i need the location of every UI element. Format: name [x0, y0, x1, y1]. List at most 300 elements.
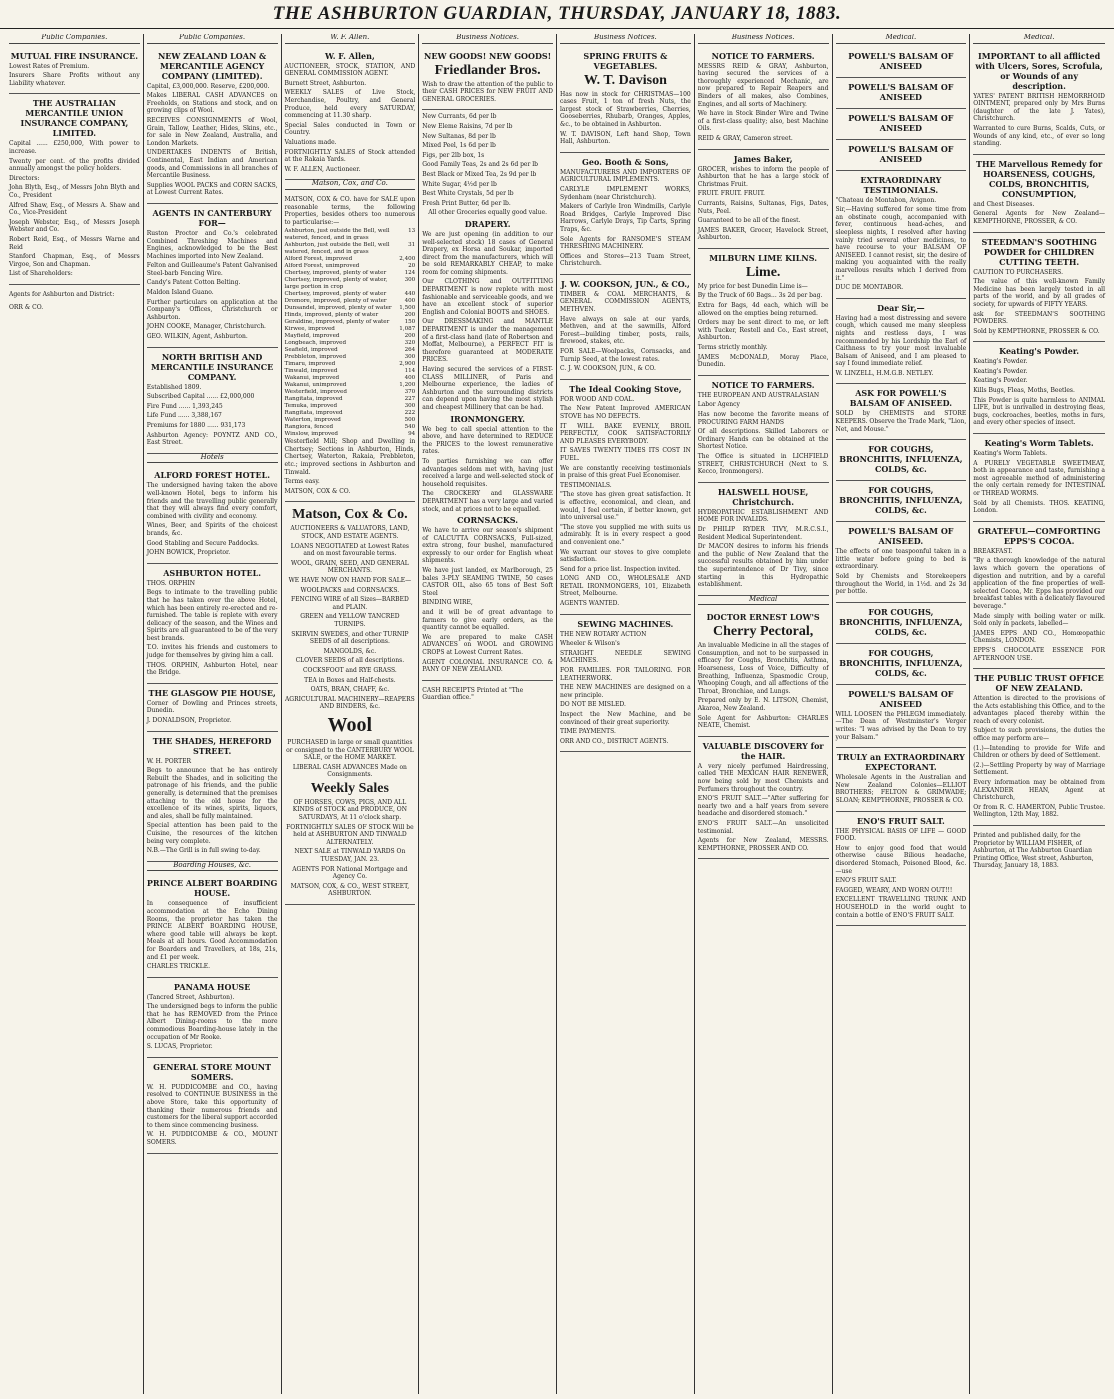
- land-place: Rangitata, improved: [284, 396, 343, 403]
- land-row: [285, 256, 416, 263]
- ad-text: The New Patent Improved AMERICAN STOVE has NO DEFECTS.: [560, 405, 691, 420]
- ad-text: TESTIMONIALS.: [560, 481, 612, 489]
- advertisement: [9, 47, 140, 95]
- ad-text: CARLYLE IMPLEMENT WORKS, Sydenham (near Christchurch).: [560, 185, 691, 201]
- price-item: Fresh Print Butter, 6d per lb.: [422, 199, 511, 207]
- advertisement: [836, 603, 967, 644]
- ad-display-title: Matson, Cox & Co.: [292, 507, 408, 523]
- land-row: [285, 312, 416, 319]
- land-place: Timaru, improved: [284, 361, 336, 368]
- ad-text: REID & GRAY, Cameron street.: [697, 134, 793, 142]
- ad-text: AGENT COLONIAL INSURANCE CO. & PANY OF NEW ZEALAND.: [422, 658, 553, 674]
- land-row: [285, 431, 416, 438]
- ad-text: Twenty per cent. of the profits divided annually amongst the policy holders.: [9, 157, 140, 173]
- ad-heading: STEEDMAN'S SOOTHING POWDER for CHILDREN CUTTING TEETH.: [981, 236, 1097, 267]
- ad-heading: ALFORD FOREST HOTEL.: [154, 470, 270, 481]
- land-row: [285, 270, 416, 277]
- column-heading: W. F. Allen.: [285, 34, 416, 44]
- ad-text: FRUIT. FRUIT. FRUIT.: [697, 190, 765, 198]
- ad-text: Inspect the New Machine, and be convinced of their great superiority.: [560, 711, 691, 726]
- ad-text: THE NEW MACHINES are designed on a new principle.: [560, 684, 691, 699]
- ad-text: We have in Stock Binder Wire and Twine of a first-class quality; also, best Machine Oils.: [697, 110, 829, 133]
- ad-heading: POWELL'S BALSAM OF ANISEED: [848, 50, 954, 71]
- ad-text: TIMBER & COAL MERCHANTS, & GENERAL COMMISSION AGENTS, METHVEN.: [560, 290, 691, 314]
- ad-text: MANGOLDS, &c.: [323, 647, 377, 655]
- ad-text: OF HORSES, COWS, PIGS, AND ALL KINDS of STOCK and PRODUCE, ON SATURDAYS, At 11 o'clock sharp.: [292, 798, 407, 822]
- ad-heading: ENO'S FRUIT SALT.: [856, 815, 945, 826]
- price-item: Best Black or Mixed Tea, 2s 9d per lb: [422, 170, 537, 178]
- land-place: Dromore, improved, plenty of water: [284, 298, 387, 305]
- ad-heading: Keating's Worm Tablets.: [984, 438, 1094, 449]
- advertisement: [836, 140, 967, 171]
- ad-text: LONG AND CO., WHOLESALE AND RETAIL IRONMONGERS, 101, Elizabeth Street, Melbourne.: [560, 575, 691, 598]
- ad-text: The CROCKERY and GLASSWARE DEPARTMENT has a very large and varied stock, and at prices not to be equalled.: [422, 490, 553, 513]
- ad-text: THOS. ORPHIN, Ashburton Hotel, near the Bridge.: [146, 661, 278, 677]
- land-place: Hinds, improved, plenty of water: [284, 312, 379, 319]
- ad-text: Fire Fund ...... 1,393,245: [146, 402, 223, 410]
- land-acres: 94: [408, 431, 416, 438]
- advertisement: [836, 481, 967, 522]
- ad-text: Terms strictly monthly.: [697, 344, 768, 352]
- column-5: [557, 34, 695, 1394]
- land-place: Wakanui, unimproved: [284, 382, 347, 389]
- ad-heading: Keating's Powder.: [999, 346, 1080, 357]
- advertisement: [560, 380, 691, 615]
- advertisement: [147, 1058, 278, 1154]
- advertisement: [973, 342, 1105, 434]
- ad-text: JOHN COOKE, Manager, Christchurch.: [146, 323, 266, 331]
- ad-text: SOLD by CHEMISTS and STORE KEEPERS. Observe the Trade Mark, "Lion, Net, and Mouse.": [835, 410, 967, 433]
- ad-text: Orders may be sent direct to me, or left with Tucker, Restell and Co., East street, Ashburton.: [697, 319, 829, 342]
- column-2: [144, 34, 282, 1394]
- land-place: Westerfield, improved: [284, 389, 347, 396]
- ad-heading: IMPORTANT to all afflicted with Ulcers, Sores, Scrofula, or Wounds of any description.: [975, 50, 1103, 91]
- ad-heading: THE SHADES, HEREFORD STREET.: [152, 735, 272, 756]
- advertisement: [973, 155, 1105, 233]
- land-acres: 20: [408, 263, 416, 270]
- ad-text: DUC DE MONTABOR.: [835, 284, 904, 292]
- ad-text: RECEIVES CONSIGNMENTS of Wool, Grain, Tallow, Leather, Hides, Skins, etc., for sale in New Zealand, Australia, and London Markets.: [146, 116, 278, 147]
- ad-text: BINDING WIRE,: [422, 599, 473, 607]
- ad-text: and Chest Diseases.: [973, 200, 1035, 208]
- land-place: Temuka, improved: [284, 403, 338, 410]
- section-heading: Hotels: [147, 454, 278, 464]
- land-row: [285, 368, 416, 375]
- ad-text: An invaluable Medicine in all the stages of Consumption, and not to be surpassed in efficacy for Coughs, Bronchitis, Asthma, Hoarseness, Loss of Voice, Difficulty of Breathing, Influenza, Spasmodic Croup, Whooping Cough, and all affections of the Throat, Bronchiae, and Lungs.: [697, 642, 829, 695]
- ad-heading: TRULY an EXTRAORDINARY EXPECTORANT.: [836, 752, 965, 773]
- column-3: [282, 34, 420, 1394]
- ad-text: Sir,—Having suffered for some time from an obstinate cough, accompanied with fever, continuous head-aches, and sleepless nights, I resolved after having vainly tried several other medicines, to have recourse to your BALSAM OF ANISEED. I cannot resist, sir, the desire of making you acquainted with the really marvellous results which I derived from it.": [835, 206, 967, 282]
- ad-heading: The Ideal Cooking Stove,: [569, 383, 682, 394]
- ad-text: Our DRESSMAKING and MANTLE DEPARTMENT is under the management of a first-class hand (late of Robertson and Moffat, Melbourne), a PERFECT FIT is therefore guaranteed at MODERATE PRICES.: [422, 318, 553, 364]
- land-acres: 200: [404, 312, 416, 319]
- land-row: [285, 319, 416, 326]
- ad-text: "By a thorough knowledge of the natural laws which govern the operations of digestion and nutrition, and by a careful application of the fine properties of well-selected Cocoa, Mr. Epps has provided our breakfast tables with a delicately flavoured beverage.": [973, 557, 1105, 610]
- ad-text: PURCHASED in large or small quantities or consigned to the CANTERBURY WOOL SALE, or the HOME MARKET.: [286, 738, 414, 762]
- ad-text: Lowest Rates of Premium.: [9, 62, 90, 70]
- column-heading: Medical.: [973, 34, 1105, 44]
- ad-text: YATES' PATENT BRITISH HEMORRHOID OINTMENT, prepared only by Mrs Burns (daughter of the late J. Yates), Christchurch.: [973, 92, 1105, 123]
- ad-text: (Tancred Street, Ashburton).: [146, 993, 235, 1001]
- ad-text: To parties furnishing we can offer advantages seldom met with, having just received a large and well-selected stock of household requisites.: [422, 457, 553, 488]
- column-footer: ORR & CO.: [9, 304, 44, 312]
- ad-text: WOOLPACKS and CORNSACKS.: [300, 586, 400, 594]
- land-acres: 1,087: [399, 326, 416, 333]
- ad-heading: Geo. Booth & Sons,: [582, 156, 669, 167]
- advertisement: [973, 669, 1105, 826]
- ad-text: By the Truck of 60 Bags... 3s 2d per bag.: [697, 292, 823, 300]
- ad-text: Corner of Dowling and Princes streets, Dunedin.: [146, 699, 278, 715]
- land-place: Dunsandel, improved, plenty of water: [284, 305, 392, 312]
- ad-text: We warrant our stoves to give complete satisfaction.: [560, 548, 691, 564]
- ad-heading: SEWING MACHINES.: [577, 618, 674, 629]
- ad-text: Warranted to cure Burns, Scalds, Cuts, or Wounds of any kind, etc., of ever so long standing.: [973, 124, 1105, 148]
- ad-text: STRAIGHT NEEDLE SEWING MACHINES.: [560, 649, 691, 665]
- ad-heading: GRATEFUL—COMFORTING EPPS'S COCOA.: [977, 525, 1101, 546]
- ad-text: Begs to intimate to the travelling public that he has taken over the above Hotel, which has been entirely re-erected and re-furnished. The table is replete with every delicacy of the season, and the Wines and Spirits are all guaranteed to be of the very best brands.: [146, 589, 278, 642]
- advertisement: [698, 376, 829, 483]
- land-place: Longbeach, improved: [284, 340, 347, 347]
- land-row: [285, 389, 416, 396]
- column-heading: Business Notices.: [698, 34, 829, 44]
- ad-text: JOHN BOWICK, Proprietor.: [146, 549, 231, 557]
- land-acres: 222: [404, 410, 416, 417]
- ad-heading: NEW GOODS! NEW GOODS!: [424, 50, 552, 61]
- column-heading: Public Companies.: [9, 34, 140, 44]
- price-item: New Eleme Raisins, 7d per lb: [422, 122, 513, 130]
- ad-text: BREAKFAST.: [973, 547, 1013, 555]
- ad-text: FOR WOOD AND COAL.: [560, 395, 635, 403]
- column-heading: Business Notices.: [560, 34, 691, 44]
- land-row: [285, 375, 416, 382]
- ad-text: JAMES McDONALD, Moray Place, Dunedin.: [697, 353, 829, 369]
- ad-display-title: Weekly Sales: [310, 780, 389, 796]
- land-note: MATSON, COX & CO.: [284, 487, 351, 495]
- ad-text: THOS. ORPHIN: [146, 579, 195, 587]
- land-acres: 31: [408, 242, 416, 249]
- land-row: [285, 326, 416, 333]
- ad-text: Robert Reid, Esq., of Messrs Warne and Reid: [9, 235, 140, 251]
- ad-text: Joseph Webster, Esq., of Messrs Joseph Webster and Co.: [9, 218, 140, 234]
- ad-text: Felton and Guilleaume's Patent Galvanised Steel-barb Fencing Wire.: [146, 262, 278, 277]
- ad-text: AUCTIONEER, STOCK, STATION, AND GENERAL COMMISSION AGENT.: [284, 62, 416, 78]
- ad-text: We have to arrive our season's shipment of CALCUTTA CORNSACKS, Full-sized, extra strong, four bushel, manufactured expressly to our order for English wheat shipments.: [422, 527, 553, 565]
- column-6: [695, 34, 833, 1394]
- ad-heading: POWELL'S BALSAM OF ANISEED: [848, 81, 954, 102]
- ad-text: LIBERAL CASH ADVANCES Made on Consignments.: [292, 763, 407, 779]
- ad-text: Valuations made.: [284, 138, 337, 146]
- advertisement: [285, 47, 416, 181]
- ad-heading: James Baker,: [733, 153, 793, 164]
- ad-heading: NOTICE TO FARMERS.: [711, 50, 815, 61]
- ad-heading: FOR COUGHS, BRONCHITIS, INFLUENZA, COLDS, &c.: [839, 647, 963, 678]
- ad-heading: DOCTOR ERNEST LOW'S: [706, 612, 820, 623]
- price-item: White Sugar, 4½d per lb: [422, 180, 497, 188]
- ad-text: W. F. ALLEN, Auctioneer.: [284, 165, 361, 173]
- ad-text: Made simply with boiling water or milk. Sold only in packets, labelled—: [973, 612, 1105, 628]
- price-item: New Currants, 6d per lb: [422, 113, 497, 121]
- ad-text: Subject to such provisions, the duties the office may perform are—: [973, 727, 1105, 743]
- ad-text: WEEKLY SALES of Live Stock, Merchandise, Poultry, and General Produce, held every SATURDAY, commencing at 11.30 sharp.: [284, 89, 416, 120]
- ad-heading: MILBURN LIME KILNS.: [709, 252, 817, 263]
- land-row: [285, 396, 416, 403]
- land-row: [285, 417, 416, 424]
- advertisement: [560, 47, 691, 153]
- land-acres: 400: [404, 298, 416, 305]
- ad-text: Insurers Share Profits without any Liability whatever.: [9, 72, 140, 87]
- ad-text: Send for a price list. Inspection invited.: [560, 565, 681, 573]
- ad-display-title: Friedlander Bros.: [434, 62, 541, 78]
- land-acres: 300: [404, 403, 416, 410]
- land-acres: 1,500: [399, 305, 416, 312]
- land-row: [285, 263, 416, 270]
- price-list: [422, 110, 553, 680]
- ad-text: The undersigned begs to inform the public that he has REMOVED from the Prince Albert Dining-rooms to the more commodious Boarding-house lately in the occupation of Mr Rooke.: [146, 1003, 278, 1041]
- land-row: [285, 410, 416, 417]
- ad-heading: POWELL'S BALSAM OF ANISEED: [848, 112, 954, 133]
- ad-text: Keating's Powder.: [973, 367, 1028, 375]
- ad-text: TEA in Boxes and Half-chests.: [304, 676, 396, 684]
- ad-text: DO NOT BE MISLED.: [560, 701, 626, 709]
- ad-text: EXCELLENT TRAVELLING TRUNK AND HOUSEHOLD in the world ought to contain a bottle of ENO'S FRUIT SALT.: [835, 896, 967, 919]
- advertisement: [147, 732, 278, 862]
- ad-text: Subscribed Capital ...... £2,000,000: [146, 393, 255, 401]
- ad-heading: SPRING FRUITS & VEGETABLES.: [583, 50, 668, 71]
- ad-text: Sole Agents for RANSOME'S STEAM THRESHING MACHINERY.: [560, 235, 691, 251]
- land-row: [285, 242, 416, 256]
- ad-heading: THE PUBLIC TRUST OFFICE OF NEW ZEALAND.: [974, 673, 1104, 694]
- masthead: [0, 0, 1114, 29]
- ad-text: Sold by KEMPTHORNE, PROSSER & CO.: [973, 327, 1100, 335]
- ad-text: Capital, £3,000,000. Reserve, £200,000.: [146, 82, 270, 90]
- advertisement: [147, 204, 278, 348]
- ad-text: We are prepared to make CASH ADVANCES on WOOL and GROWING CROPS at Lowest Current Rates.: [422, 633, 553, 656]
- ad-text: CLOVER SEEDS of all descriptions.: [295, 657, 405, 665]
- land-acres: 150: [404, 319, 416, 326]
- ad-display-title: Lime.: [745, 264, 781, 280]
- ad-text: AGENTS FOR National Mortgage and Agency Co.: [292, 865, 408, 881]
- advertisement: [698, 483, 829, 596]
- ad-text: Keating's Powder.: [973, 377, 1028, 385]
- land-place: Prebbleton, improved: [284, 354, 347, 361]
- land-row: [285, 347, 416, 354]
- advertisement: [973, 47, 1105, 155]
- advertisement: [147, 348, 278, 454]
- ad-text: Guaranteed to be all of the finest.: [697, 217, 801, 225]
- ad-text: MESSRS REID & GRAY, Ashburton, having secured the services of a thoroughly experienced Mechanic, are now prepared to Repair Reapers and Binders of all makes, also Combines, Engines, and all sorts of Machinery.: [697, 62, 829, 108]
- ad-heading: POWELL'S BALSAM OF ANISEED.: [848, 526, 954, 547]
- ad-text: WILL LOOSEN the PHLEGM immediately.—The Dean of Westminster's Verger writes: "I was advised by the Dean to try your Balsam.": [835, 710, 967, 741]
- ad-text: C. J. W. COOKSON, JUN., & CO.: [560, 365, 656, 373]
- column-4: [419, 34, 557, 1394]
- ad-text: Wholesale Agents in the Australian and New Zealand Colonies—ELLIOT BROTHERS; FELTON & GRIMWADE; SLOAN; KEMPTHORNE, PROSSER & CO.: [835, 774, 967, 804]
- ad-text: Attention is directed to the provisions of the Acts establishing this Office, and to the advantages placed thereby within the reach of every colonist.: [973, 695, 1105, 725]
- section-subheading: IRONMONGERY.: [450, 413, 525, 424]
- ad-text: FORTNIGHTLY SALES of Stock attended at the Rakaia Yards.: [284, 148, 416, 164]
- ad-heading: ASK FOR POWELL'S BALSAM OF ANISEED.: [849, 388, 953, 409]
- ad-text: Currants, Raisins, Sultanas, Figs, Dates, Nuts, Peel.: [697, 199, 829, 215]
- land-place: Winslow, improved: [284, 431, 339, 438]
- ad-text: Good Stabling and Secure Paddocks.: [146, 539, 259, 547]
- advertisement: [836, 748, 967, 811]
- ad-text: (2.)—Settling Property by way of Marriage Settlement.: [973, 761, 1105, 777]
- ad-text: General Agents for New Zealand—KEMPTHORNE, PROSSER, & CO.: [973, 210, 1105, 225]
- ad-text: FOR SALE—Woolpacks, Cornsacks, and Turnip Seed, at the lowest rates.: [560, 348, 691, 363]
- ad-text: A PURELY VEGETABLE SWEETMEAT, both in appearance and taste, furnishing a most agreeable method of administering the only certain remedy for INTESTINAL or THREAD WORMS.: [973, 459, 1105, 497]
- ad-text: AGRICULTURAL MACHINERY—REAPERS AND BINDERS, &c.: [284, 695, 415, 711]
- ad-display-title: Cherry Pectoral,: [712, 624, 814, 640]
- ad-text: IT WILL BAKE EVENLY, BROIL PERFECTLY, COOK SATISFACTORILY AND PLEASES EVERYBODY.: [560, 422, 691, 445]
- ad-text: Extra for Bags, 4d each, which will be allowed on the empties being returned.: [697, 302, 829, 317]
- advertisement: [698, 249, 829, 376]
- advertisement: [698, 608, 829, 737]
- ad-text: Begs to announce that he has entirely Rebuilt the Shades, and in soliciting the patronage of his friends, and the public generally, is determined that the premises attaching to the old house for the excellence of its wines, spirits, liquors, and ales, shall be fully maintained.: [146, 767, 278, 820]
- ad-text: ENO'S FRUIT SALT.—"After suffering for nearly two and a half years from severe headache and disordered stomach.": [697, 795, 829, 818]
- ad-text: JAMES BAKER, Grocer, Havelock Street, Ashburton.: [697, 226, 829, 242]
- price-item: Good Family Teas, 2s and 2s 6d per lb: [422, 161, 539, 169]
- ad-heading: EXTRAORDINARY TESTIMONIALS.: [860, 174, 942, 195]
- ad-text: Wish to draw the attention of the public to their CASH PRICES for NEW FRUIT AND GENERAL GROCERIES.: [422, 80, 553, 103]
- ad-text: EPPS'S CHOCOLATE ESSENCE FOR AFTERNOON USE.: [973, 646, 1105, 662]
- ad-text: In consequence of insufficient accommodation at the Echo Dining Rooms, the proprietor has taken the PRINCE ALBERT BOARDING HOUSE, where good table will always be kept. Meals at all hours. Good Accommodation for Boarders and Travellers, at 18s, 21s, and £1 per week.: [146, 900, 278, 961]
- advertisement: [973, 233, 1105, 343]
- advertisement: [836, 299, 967, 385]
- printer-imprint: Printed and published daily, for the Proprietor by WILLIAM FISHER, of Ashburton, at The Ashburton Guardian Printing Office, West street, Ashburton, Thursday, January 18, 1883.: [973, 832, 1094, 870]
- ad-text: The value of this well-known Family Medicine has been largely tested in all parts of the world, and by all grades of society, for upwards of FIFTY YEARS.: [973, 278, 1105, 308]
- land-acres: 2,900: [399, 361, 416, 368]
- section-subheading: DRAPERY.: [464, 218, 511, 229]
- ad-text: W. H. PUDDICOMBE & CO., MOUNT SOMERS.: [146, 1131, 278, 1146]
- land-acres: 320: [404, 340, 416, 347]
- advertisement: [836, 812, 967, 927]
- column-footer: Agents for Ashburton and District:: [9, 290, 115, 298]
- ad-heading: THE GLASGOW PIE HOUSE,: [148, 687, 276, 698]
- land-acres: 124: [404, 270, 416, 277]
- ad-text: Wines, Beer, and Spirits of the choicest brands, &c.: [146, 522, 278, 537]
- land-place: Geraldine, improved, plenty of water: [284, 319, 390, 326]
- ad-text: W. H. PORTER: [146, 757, 191, 765]
- ad-heading: PRINCE ALBERT BOARDING HOUSE.: [146, 878, 278, 899]
- ad-text: Has now become the favorite means of PROCURING FARM HANDS: [697, 411, 829, 426]
- land-acres: 400: [404, 375, 416, 382]
- column-1: [6, 34, 144, 1394]
- ad-text: We beg to call special attention to the above, and have determined to REDUCE the PRICES to the lowest remunerative rates.: [422, 425, 553, 456]
- ad-text: Candy's Patent Cotton Belting.: [146, 279, 241, 287]
- ad-text: S. LUCAS, Proprietor.: [146, 1043, 213, 1051]
- land-acres: 2,400: [399, 256, 416, 263]
- ad-text: LOANS NEGOTIATED at Lowest Rates and on most favourable terms.: [290, 542, 409, 558]
- ad-text: THE PHYSICAL BASIS OF LIFE — GOOD FOOD.: [835, 827, 967, 843]
- advertisement: [836, 522, 967, 603]
- land-place: Seafield, improved: [284, 347, 338, 354]
- ad-text: UNDERTAKES INDENTS of British, Continental, East Indian and American goods, and Commissions in all branches of Mercantile Business.: [146, 149, 278, 180]
- land-acres: 370: [404, 389, 416, 396]
- ad-heading: FOR COUGHS, BRONCHITIS, INFLUENZA, COLDS, &c.: [839, 444, 963, 475]
- ad-text: We are just opening (in addition to our well-selected stock) 18 cases of General Drapery, ex Horsa and Soukar, imported direct from the manufacturers, which will be sold REMARKABLY CHEAP, to make room for coming shipments.: [422, 230, 553, 276]
- ad-text: We are constantly receiving testimonials in praise of this great Fuel Economiser.: [560, 464, 691, 480]
- ad-heading: AGENTS IN CANTERBURY FOR—: [152, 207, 272, 228]
- ad-text: HYDROPATHIC ESTABLISHMENT AND HOME FOR INVALIDS.: [697, 508, 829, 524]
- land-row: [285, 298, 416, 305]
- matson-cox-ad: [285, 502, 416, 905]
- ad-text: Alfred Shaw, Esq., of Messrs A. Shaw and Co., Vice-President: [9, 201, 140, 217]
- ad-text: Sold by all Chemists. THOS. KEATING, London.: [973, 499, 1105, 515]
- ad-text: Dr PHILIP RYDER TIVY, M.R.C.S.I., Resident Medical Superintendent.: [697, 525, 829, 541]
- advertisement: [836, 109, 967, 140]
- land-place: Chertsey, improved, plenty of water: [284, 270, 387, 277]
- ad-text: FAGGED, WEARY, AND WORN OUT!!!: [835, 886, 953, 894]
- ad-text: John Blyth, Esq., of Messrs John Blyth and Co., President: [9, 184, 140, 199]
- land-acres: 264: [404, 347, 416, 354]
- ad-text: GEO. WILKIN, Agent, Ashburton.: [146, 333, 248, 341]
- ad-heading: NORTH BRITISH AND MERCANTILE INSURANCE COMPANY.: [151, 351, 274, 382]
- column-heading: Business Notices.: [422, 34, 553, 44]
- ad-text: A very nicely perfumed Hairdressing, called THE MEXICAN HAIR RENEWER, now being sold by most Chemists and Perfumers throughout the country.: [697, 762, 829, 793]
- land-row: [285, 340, 416, 347]
- ad-heading: PANAMA HOUSE: [173, 981, 251, 992]
- ad-text: W. H. PUDDICOMBE and CO., having resolved to CONTINUE BUSINESS in the above Store, take this opportunity of thanking their numerous friends and customers for the liberal support accorded to them since commencing business.: [146, 1083, 278, 1129]
- advertisement: [698, 150, 829, 249]
- ad-text: Kills Bugs, Fleas, Moths, Beetles.: [973, 387, 1075, 395]
- advertisement: [836, 171, 967, 299]
- land-place: Chertsey, improved, plenty of water: [284, 291, 387, 298]
- land-row: [285, 228, 416, 242]
- ad-text: TIME PAYMENTS.: [560, 728, 616, 736]
- land-row: [285, 361, 416, 368]
- ad-text: WOOL, GRAIN, SEED, AND GENERAL MERCHANTS.: [291, 559, 409, 575]
- ad-text: WE HAVE NOW ON HAND FOR SALE—: [288, 577, 412, 584]
- advertisement: [836, 47, 967, 78]
- ad-text: FORTNIGHTLY SALES OF STOCK Will be held at ASHBURTON AND TINWALD ALTERNATELY.: [286, 823, 414, 846]
- ad-text: Labor Agency: [697, 401, 740, 409]
- ad-heading: VALUABLE DISCOVERY for the HAIR.: [702, 740, 824, 761]
- land-place: Ashburton, just outside the Bell, well watered, fenced, and in grass: [284, 228, 390, 242]
- land-place: Chertsey, improved, plenty of water, large portion in crop: [284, 277, 388, 291]
- land-place: Mayfield, improved: [284, 333, 340, 340]
- land-intro: MATSON, COX & CO. have for SALE upon reasonable terms, the following Properties, besides others too numerous to particularise:—: [284, 195, 416, 226]
- ad-text: Burnett Street, Ashburton.: [284, 79, 367, 87]
- ad-text: My price for best Dunedin Lime is—: [697, 282, 808, 290]
- ad-heading: FOR COUGHS, BRONCHITIS, INFLUENZA, COLDS, &c.: [839, 606, 963, 637]
- ad-text: Supplies WOOL PACKS and CORN SACKS, at Lowest Current Rates.: [146, 181, 278, 197]
- ad-heading: NOTICE TO FARMERS.: [711, 379, 815, 390]
- advertisement: [147, 564, 278, 684]
- advertisement: [836, 644, 967, 685]
- ad-text: Have always on sale at our yards, Methven, and at the sawmills, Alford Forest—building timber, posts, rails, firewood, stakes, etc.: [560, 315, 691, 346]
- section-heading: Boarding Houses, &c.: [147, 862, 278, 872]
- land-acres: 227: [404, 396, 416, 403]
- ad-text: Prepared only by E. N. LITSON, Chemist, Akaroa, New Zealand.: [697, 697, 829, 713]
- ad-text: Wheeler & Wilson's: [560, 640, 620, 648]
- price-item: New Sultanas, 8d per lb: [422, 132, 496, 140]
- land-place: Wakanui, improved: [284, 375, 340, 382]
- section-subheading: CORNSACKS.: [457, 515, 519, 526]
- column-7: [833, 34, 971, 1394]
- ad-display-title: Wool: [327, 713, 373, 736]
- ad-text: How to enjoy good food that would otherwise cause Bilious headache, disordered Stomach, Poisoned Blood, &c.—use: [835, 844, 967, 875]
- ad-text: Keating's Worm Tablets.: [973, 450, 1048, 458]
- ad-text: Ashburton Agency: POYNTZ AND CO., East Street.: [146, 431, 278, 447]
- land-row: [285, 354, 416, 361]
- advertisement: [836, 440, 967, 481]
- ad-text: CAUTION TO PURCHASERS.: [973, 268, 1063, 276]
- advertisement: [836, 384, 967, 440]
- ad-display-title: W. T. Davison: [583, 72, 667, 88]
- land-place: Waterton, improved: [284, 417, 341, 424]
- ad-text: ORR AND CO., DISTRICT AGENTS.: [560, 737, 669, 745]
- ad-text: The Office is situated in LICHFIELD STREET, CHRISTCHURCH (Next to S. Kecco, Ironmongers).: [697, 452, 829, 476]
- ad-text: COCKSFOOT and RYE GRASS.: [302, 666, 397, 674]
